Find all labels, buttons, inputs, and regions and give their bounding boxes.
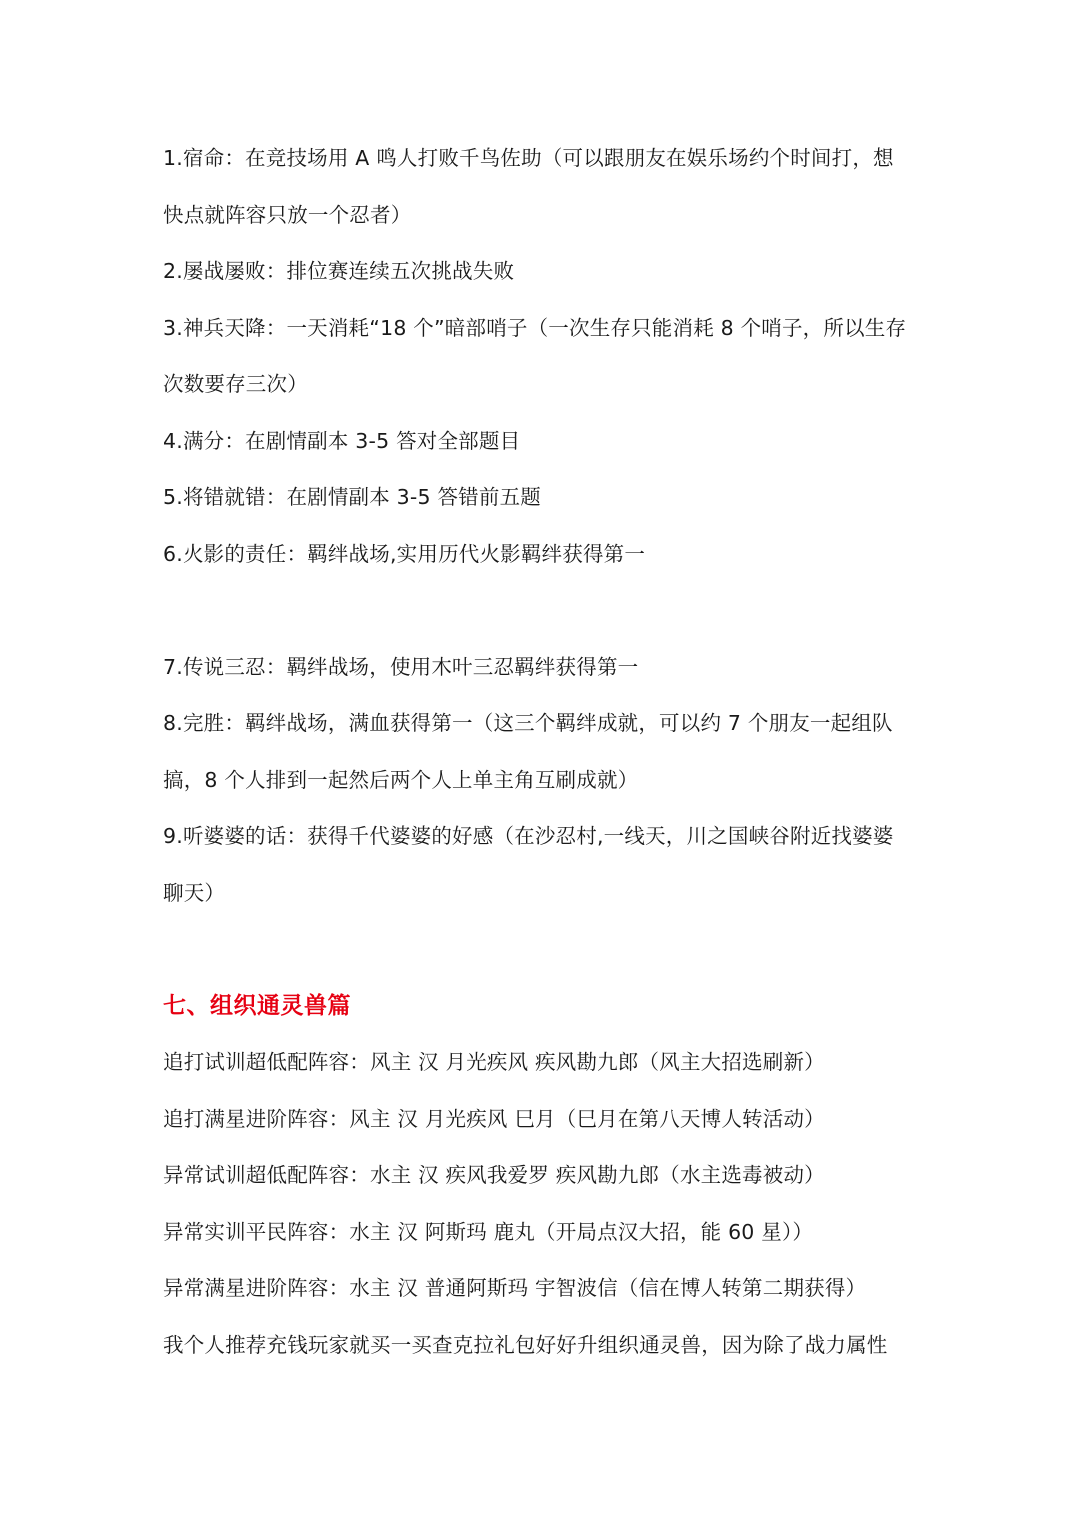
section-heading: 七、组织通灵兽篇 — [163, 992, 351, 1019]
achievement-line: 4.满分：在剧情副本 3-5 答对全部题目 — [163, 428, 521, 453]
achievement-line: 次数要存三次） — [163, 372, 308, 396]
achievement-line: 1.宿命：在竞技场用 A 鸣人打败千鸟佐助（可以跟朋友在娱乐场约个时间打，想 — [163, 146, 894, 170]
paragraph-gap — [163, 921, 923, 978]
lineup-line: 异常满星进阶阵容：水主 汉 普通阿斯玛 宇智波信（信在博人转第二期获得） — [163, 1276, 867, 1300]
achievement-line: 7.传说三忍：羁绊战场，使用木叶三忍羁绊获得第一 — [163, 654, 639, 679]
lineup-line: 我个人推荐充钱玩家就买一买查克拉礼包好好升组织通灵兽，因为除了战力属性 — [163, 1332, 888, 1357]
achievement-line: 6.火影的责任：羁绊战场,实用历代火影羁绊获得第一 — [163, 541, 646, 566]
achievement-line: 9.听婆婆的话：获得千代婆婆的好感（在沙忍村,一线天，川之国峡谷附近找婆婆 — [163, 824, 894, 848]
achievement-line: 聊天） — [163, 880, 226, 905]
lineup-line: 异常实训平民阵容：水主 汉 阿斯玛 鹿丸（开局点汉大招，能 60 星）） — [163, 1219, 814, 1244]
document-body — [163, 130, 923, 1373]
achievement-line: 5.将错就错：在剧情副本 3-5 答错前五题 — [163, 485, 541, 509]
achievement-line: 2.屡战屡败：排位赛连续五次挑战失败 — [163, 259, 515, 283]
achievement-line: 8.完胜：羁绊战场，满血获得第一（这三个羁绊成就，可以约 7 个朋友一起组队 — [163, 711, 893, 735]
achievement-line: 搞，8 个人排到一起然后两个人上单主角互刷成就） — [163, 767, 639, 792]
lineup-line: 追打试训超低配阵容：风主 汉 月光疾风 疾风勘九郎（风主大招选刷新） — [163, 1050, 825, 1074]
achievement-line: 3.神兵天降：一天消耗“18 个”暗部哨子（一次生存只能消耗 8 个哨子，所以生存 — [163, 315, 907, 340]
achievement-line: 快点就阵容只放一个忍者） — [163, 202, 412, 227]
paragraph-gap — [163, 582, 923, 639]
lineup-line: 异常试训超低配阵容：水主 汉 疾风我爱罗 疾风勘九郎（水主选毒被动） — [163, 1163, 825, 1187]
lineup-line: 追打满星进阶阵容：风主 汉 月光疾风 巳月（巳月在第八天博人转活动） — [163, 1106, 825, 1131]
